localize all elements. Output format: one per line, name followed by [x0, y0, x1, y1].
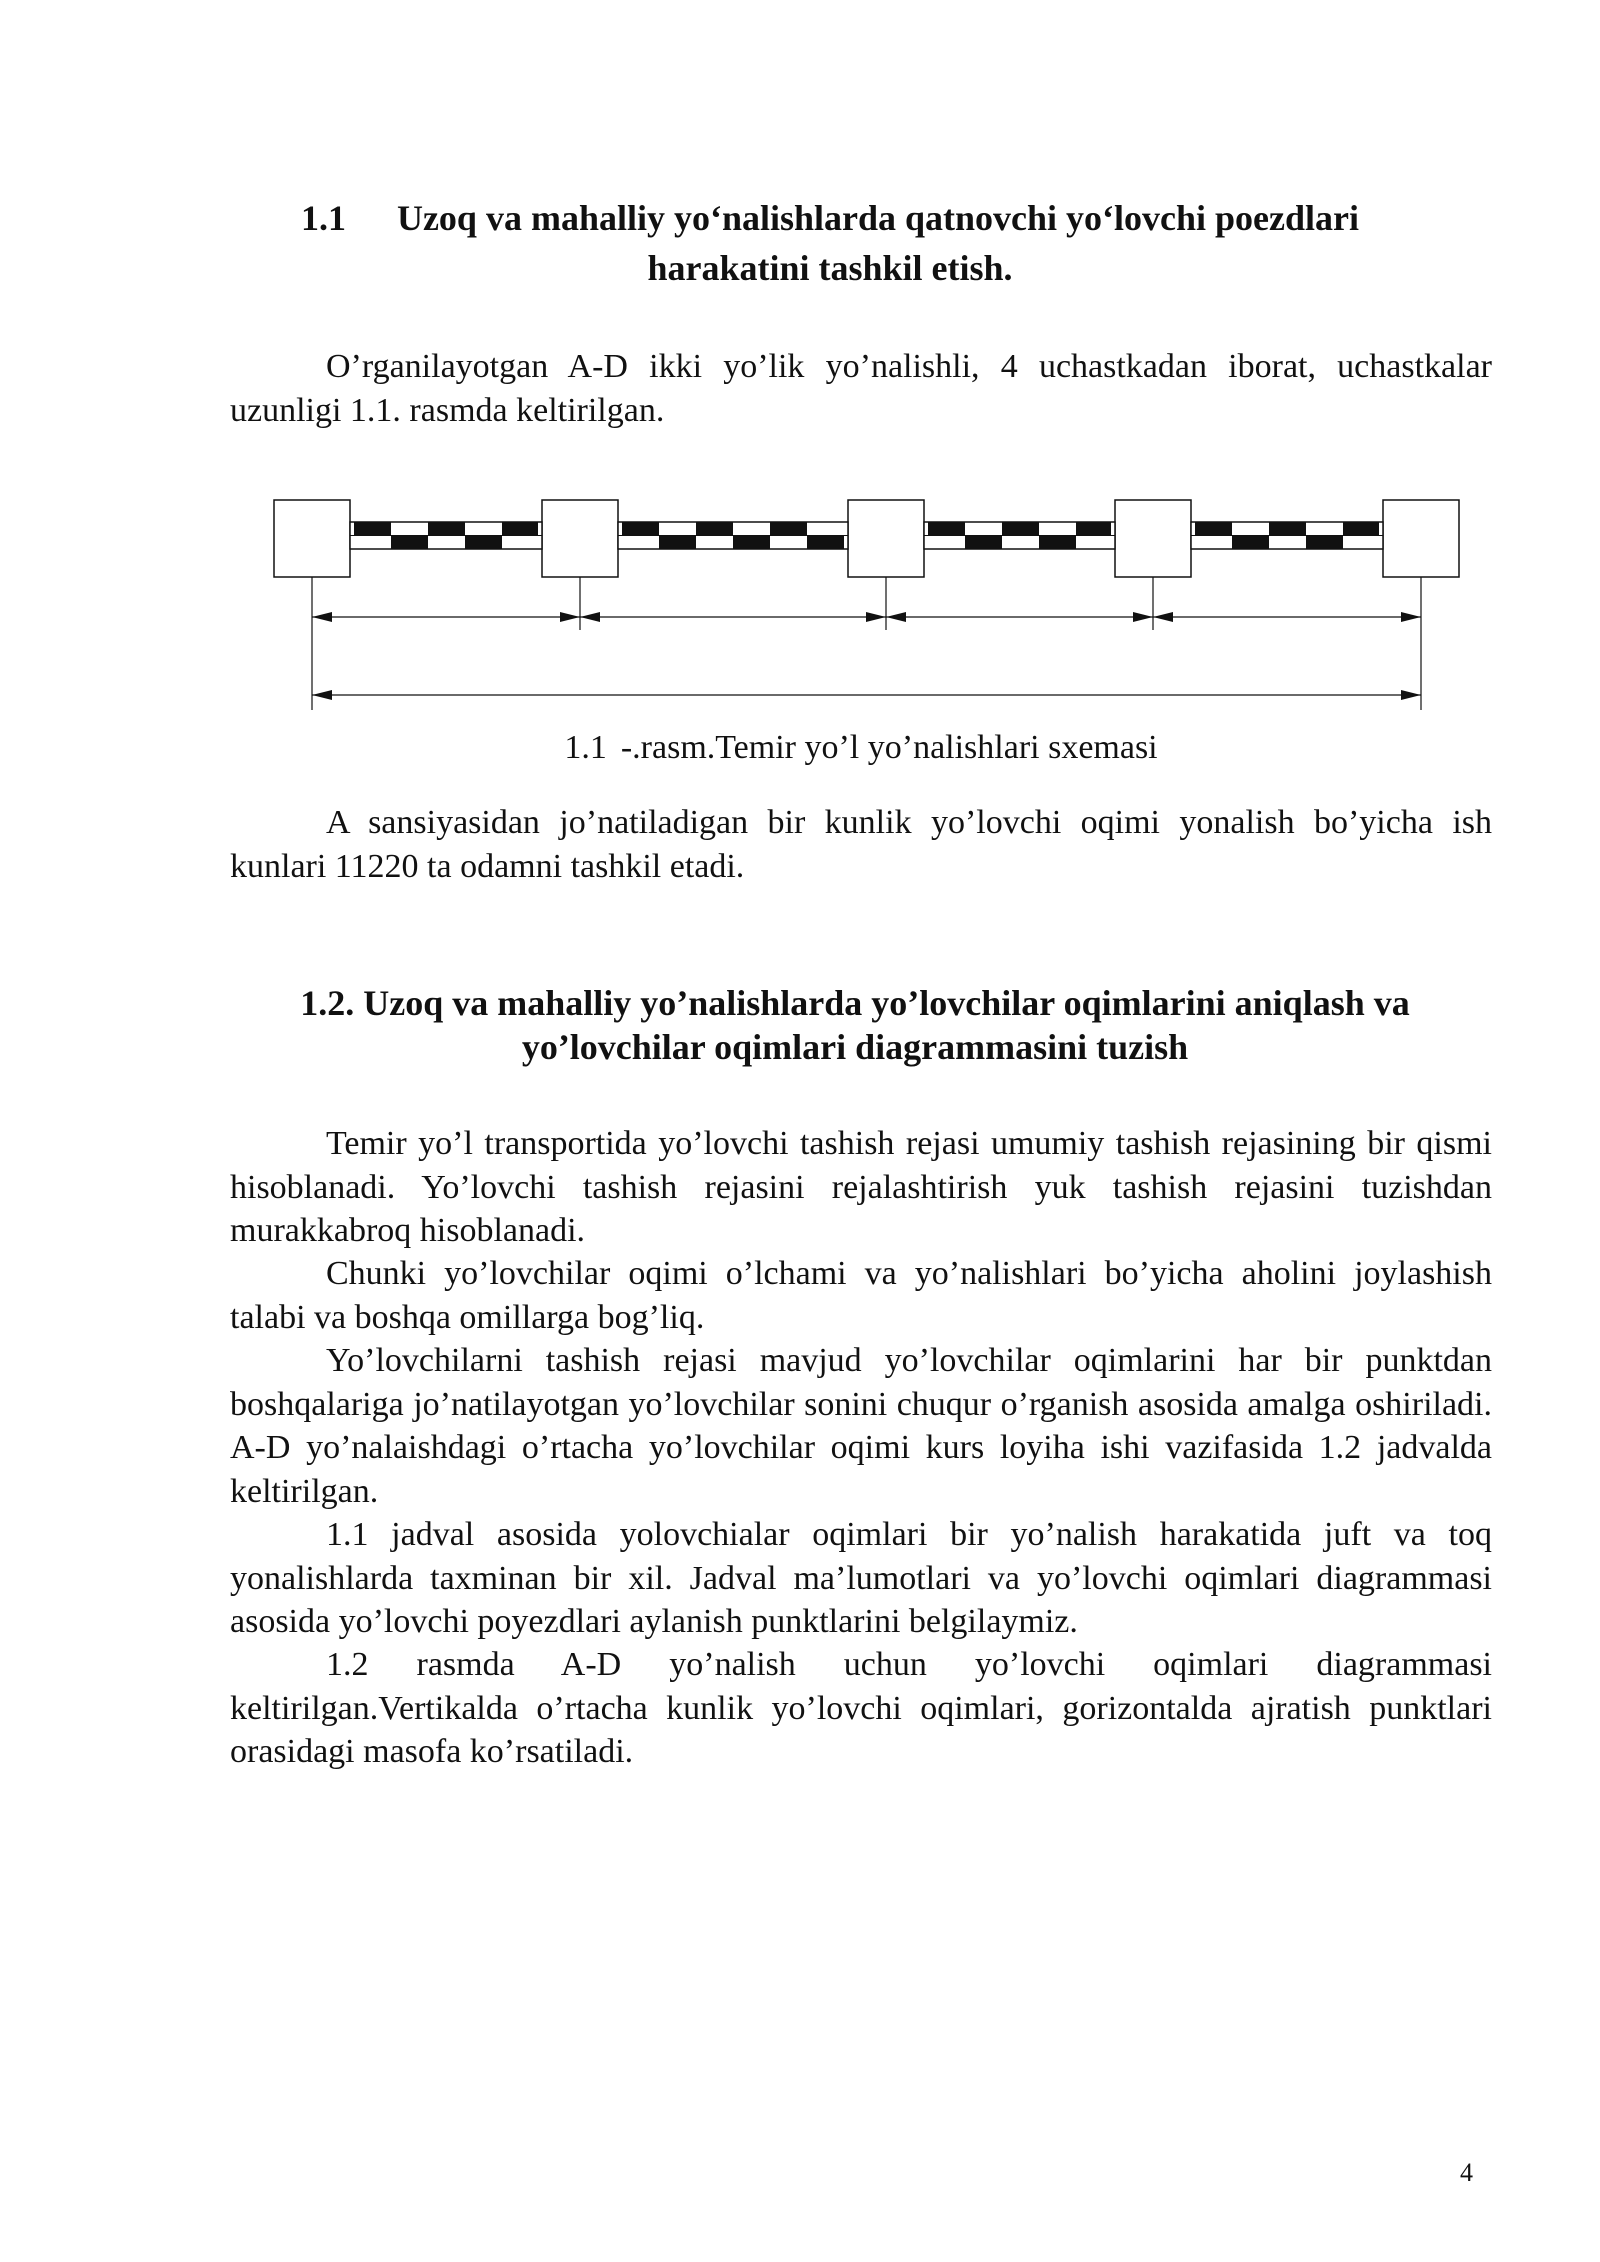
- track-tie: [1002, 522, 1039, 536]
- track-tie: [807, 536, 844, 550]
- section-1-1-title-line2: harakatini tashkil etish.: [647, 248, 1013, 288]
- track-tie: [928, 522, 965, 536]
- passenger-flow-paragraph: [230, 801, 1492, 888]
- track-tie: [465, 536, 502, 550]
- body-paragraph-4: [230, 1513, 1492, 1644]
- track-tie: [354, 522, 391, 536]
- track-tie: [1076, 522, 1111, 536]
- body-paragraph-3: [230, 1339, 1492, 1513]
- track-tie: [1343, 522, 1379, 536]
- station-box-3: [848, 500, 924, 577]
- passenger-flow-paragraph-text: A sansiyasidan jo’natiladigan bir kunlik yo’lovchi oqimi yonalish bo’yicha ish kunlari 11220 ta odamni tashkil etadi.: [230, 804, 1492, 885]
- body-paragraph-3-text: Yo’lovchilarni tashish rejasi mavjud yo’lovchilar oqimlarini har bir punktdan boshqalariga jo’natilayotgan yo’lovchilar sonini chuqur o’rganish asosida amalga oshiriladi. A-D yo’nalaishdagi o’rtacha yo’lovchilar oqimi kurs loyiha ishi vazifasida 1.2 jadvalda keltirilgan.: [230, 1342, 1492, 1510]
- railway-scheme-figure: [0, 0, 1600, 720]
- body-paragraph-1-text: Temir yo’l transportida yo’lovchi tashish rejasi umumiy tashish rejasining bir qismi hisoblanadi. Yo’lovchi tashish rejasini rejalashtirish yuk tashish rejasini tuzishdan murakkabroq hisoblanadi.: [230, 1125, 1492, 1249]
- track-tie: [965, 536, 1002, 550]
- figure-caption-text: -.rasm.Temir yo’l yo’nalishlari sxemasi: [620, 729, 1158, 766]
- body-paragraph-5-text: 1.2 rasmda A-D yo’nalish uchun yo’lovchi oqimlari diagrammasi keltirilgan.Vertikalda o’rtacha kunlik yo’lovchi oqimlari, gorizontalda ajratish punktlari orasidagi masofa ko’rsatiladi.: [230, 1646, 1492, 1770]
- body-paragraph-5: [230, 1643, 1492, 1774]
- track-tie: [770, 522, 807, 536]
- station-box-5: [1383, 500, 1459, 577]
- track-tie: [659, 536, 696, 550]
- track-tie: [733, 536, 770, 550]
- track-tie: [1232, 536, 1269, 550]
- station-box-1: [274, 500, 350, 577]
- figure-caption-number: 1.1: [564, 729, 607, 766]
- figure-caption: [230, 725, 1492, 771]
- track-tie: [1269, 522, 1306, 536]
- body-paragraph-2-text: Chunki yo’lovchilar oqimi o’lchami va yo’nalishlari bo’yicha aholini joylashish talabi va boshqa omillarga bog’liq.: [230, 1255, 1492, 1336]
- intro-paragraph-text: O’rganilayotgan A-D ikki yo’lik yo’nalishli, 4 uchastkadan iborat, uchastkalar uzunligi 1.1. rasmda keltirilgan.: [230, 348, 1492, 429]
- section-1-2-title-line1: 1.2. Uzoq va mahalliy yo’nalishlarda yo’lovchilar oqimlarini aniqlash va: [300, 983, 1410, 1023]
- track-tie: [502, 522, 538, 536]
- body-paragraph-1: [230, 1122, 1492, 1253]
- station-box-4: [1115, 500, 1191, 577]
- section-1-1-title-text: Uzoq va mahalliy yo‘nalishlarda qatnovchi yo‘lovchi poezdlari: [396, 198, 1360, 238]
- track-tie: [1195, 522, 1232, 536]
- track-tie: [1039, 536, 1076, 550]
- section-1-2-title-line2: yo’lovchilar oqimlari diagrammasini tuzish: [521, 1027, 1189, 1067]
- page-number: 4: [1460, 2158, 1473, 2187]
- track-tie: [428, 522, 465, 536]
- body-paragraph-2: [230, 1252, 1492, 1339]
- track-tie: [622, 522, 659, 536]
- track-tie: [1306, 536, 1343, 550]
- section-1-1-number: 1.1: [300, 198, 346, 238]
- station-box-2: [542, 500, 618, 577]
- body-paragraph-4-text: 1.1 jadval asosida yolovchialar oqimlari bir yo’nalish harakatida juft va toq yonalishlarda taxminan bir xil. Jadval ma’lumotlari va yo’lovchi oqimlari diagrammasi asosida yo’lovchi poyezdlari aylanish punktlarini belgilaymiz.: [230, 1516, 1492, 1640]
- track-tie: [391, 536, 428, 550]
- track-tie: [696, 522, 733, 536]
